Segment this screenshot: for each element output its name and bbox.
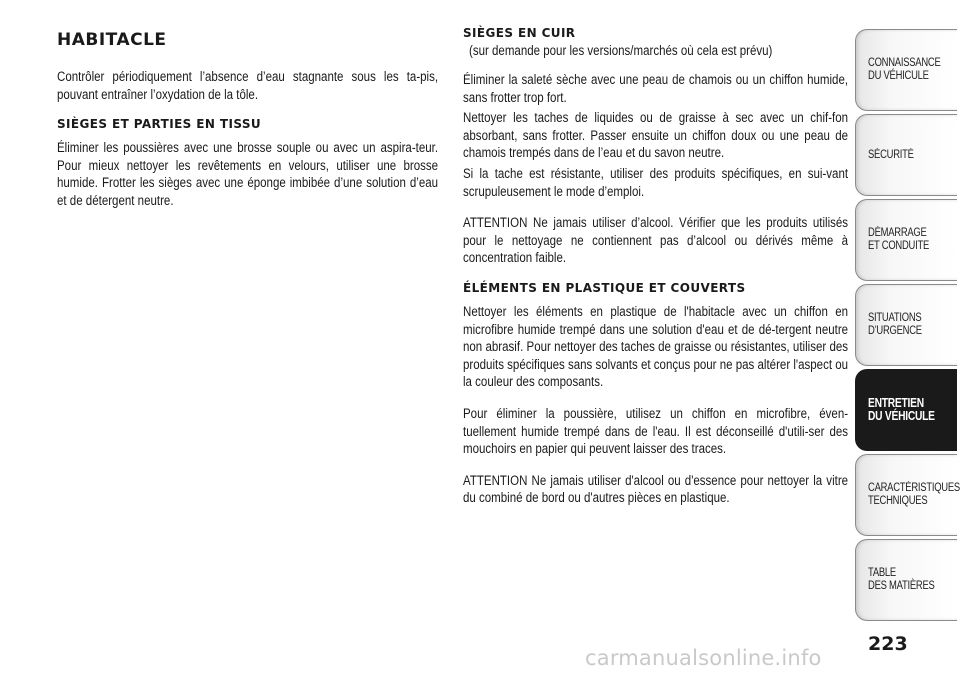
tab-situations-d-urgence[interactable] bbox=[855, 284, 957, 366]
leather-paragraph-3: Si la tache est résistante, utiliser des produits spécifiques, en sui-vant scrupuleusement le mode d’emploi. bbox=[463, 165, 849, 199]
plastic-heading: ÉLÉMENTS EN PLASTIQUE ET COUVERTS bbox=[463, 280, 746, 295]
leather-paragraph-1: Éliminer la saleté sèche avec une peau de chamois ou un chiffon humide, sans frotter trop fort. bbox=[463, 72, 849, 105]
leather-warning: ATTENTION Ne jamais utiliser d’alcool. Vérifier que les produits utilisés pour le nettoyage ne contiennent pas d’alcool ou dérivés même à concentration faible. bbox=[463, 215, 849, 266]
tab-label: SÉCURITÉ bbox=[868, 148, 914, 161]
tab-table-des-matieres[interactable] bbox=[855, 539, 957, 621]
tab-label: ENTRETIEN DU VÉHICULE bbox=[868, 396, 935, 423]
intro-paragraph: Contrôler périodiquement l’absence d’eau stagnante sous les ta-pis, pouvant entraîner l’oxydation de la tôle. bbox=[57, 69, 439, 102]
tab-securite[interactable] bbox=[855, 114, 957, 196]
tab-label: SITUATIONS D’URGENCE bbox=[868, 312, 922, 337]
tab-label: TABLE DES MATIÈRES bbox=[868, 567, 935, 592]
chapter-tabs bbox=[855, 0, 960, 677]
plastic-paragraph-2: Pour éliminer la poussière, utilisez un chiffon en microfibre, éven-tuellement humide trempé dans de l'eau. Il est déconseillé d'utili-ser des mouchoirs en papier qui peuvent laisser des traces. bbox=[463, 405, 849, 457]
tab-entretien-du-vehicule[interactable] bbox=[855, 369, 957, 451]
right-column bbox=[463, 26, 849, 521]
left-column bbox=[57, 26, 439, 224]
tab-label: CONNAISSANCE DU VÉHICULE bbox=[868, 57, 941, 82]
tab-demarrage-et-conduite[interactable] bbox=[855, 199, 957, 281]
tab-connaissance-du-vehicule[interactable] bbox=[855, 29, 957, 111]
plastic-warning: ATTENTION Ne jamais utiliser d'alcool ou d'essence pour nettoyer la vitre du combiné de bord ou d'autres pièces en plastique. bbox=[463, 472, 849, 506]
leather-subtitle: (sur demande pour les versions/marchés où cela est prévu) bbox=[469, 43, 773, 58]
plastic-paragraph-1: Nettoyer les éléments en plastique de l'habitacle avec un chiffon en microfibre humide trempé dans une solution d'eau et de dé-tergent neutre non abrasif. Pour nettoyer des taches de graisse ou résistantes, utiliser des produits spécifiques sans solvants et conçus pour ne pas altérer l'aspect ou la couleur des composants. bbox=[463, 303, 849, 390]
leather-paragraph-2: Nettoyer les taches de liquides ou de graisse à sec avec un chif-fon absorbant, sans frotter. Passer ensuite un chiffon doux ou une peau de chamois trempés dans de l’eau et du savon neutre. bbox=[463, 110, 849, 161]
tab-label: CARACTÉRISTIQUES TECHNIQUES bbox=[868, 482, 960, 507]
fabric-paragraph: Éliminer les poussières avec une brosse souple ou avec un aspira-teur. Pour mieux nettoyer les revêtements en velours, utiliser une brosse humide. Frotter les sièges avec une éponge imbibée d’une solution d’eau et de détergent neutre. bbox=[57, 140, 439, 208]
leather-heading: SIÈGES EN CUIR bbox=[463, 26, 576, 40]
watermark: carmanualsonline.info bbox=[585, 646, 822, 670]
section-title: HABITACLE bbox=[57, 30, 167, 50]
page-number: 223 bbox=[868, 633, 908, 655]
tab-caracteristiques-techniques[interactable] bbox=[855, 454, 960, 536]
fabric-heading: SIÈGES ET PARTIES EN TISSU bbox=[57, 117, 262, 132]
tab-label: DÉMARRAGE ET CONDUITE bbox=[868, 227, 930, 252]
